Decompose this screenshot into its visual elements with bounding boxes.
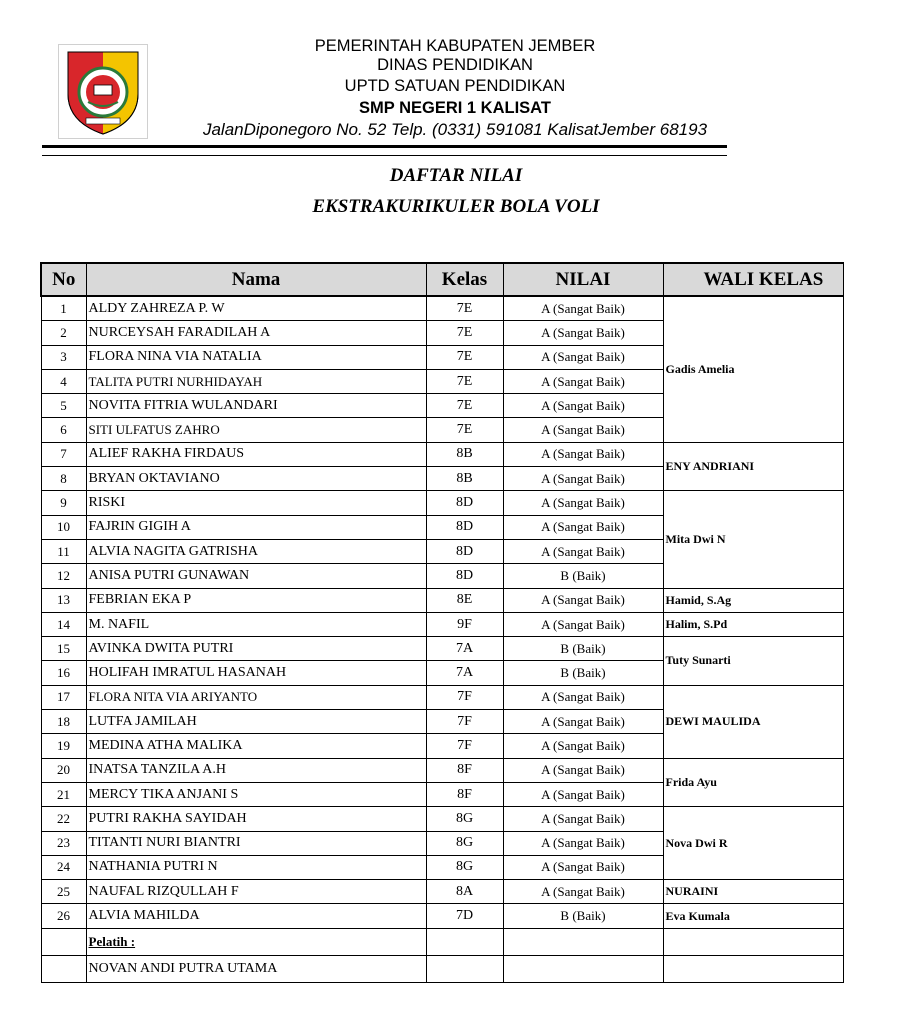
table-row xyxy=(41,588,843,612)
student-name: ALIEF RAKHA FIRDAUS xyxy=(86,442,426,466)
student-name: NAUFAL RIZQULLAH F xyxy=(86,880,426,904)
homeroom-teacher: Hamid, S.Ag xyxy=(663,588,843,612)
row-number: 13 xyxy=(41,588,86,612)
student-class: 8B xyxy=(426,467,503,491)
header-divider-thin xyxy=(42,155,727,156)
empty-cell xyxy=(663,928,843,955)
header-nama: Nama xyxy=(86,263,426,296)
student-class: 8G xyxy=(426,807,503,831)
student-grade: B (Baik) xyxy=(503,661,663,685)
student-name: FAJRIN GIGIH A xyxy=(86,515,426,539)
table-row xyxy=(41,685,843,709)
row-number: 24 xyxy=(41,855,86,879)
row-number: 20 xyxy=(41,758,86,782)
student-grade: A (Sangat Baik) xyxy=(503,369,663,393)
header-kelas: Kelas xyxy=(426,263,503,296)
row-number: 15 xyxy=(41,637,86,661)
student-name: HOLIFAH IMRATUL HASANAH xyxy=(86,661,426,685)
student-name: FEBRIAN EKA P xyxy=(86,588,426,612)
row-number: 4 xyxy=(41,369,86,393)
student-class: 7E xyxy=(426,369,503,393)
homeroom-teacher: Tuty Sunarti xyxy=(663,637,843,686)
homeroom-teacher: DEWI MAULIDA xyxy=(663,685,843,758)
coach-label-row xyxy=(41,928,843,955)
table-row xyxy=(41,612,843,636)
row-number: 16 xyxy=(41,661,86,685)
table-row xyxy=(41,491,843,515)
row-number: 26 xyxy=(41,904,86,928)
student-name: FLORA NITA VIA ARIYANTO xyxy=(86,685,426,709)
student-grade: B (Baik) xyxy=(503,904,663,928)
student-name: AVINKA DWITA PUTRI xyxy=(86,637,426,661)
student-name: TALITA PUTRI NURHIDAYAH xyxy=(86,369,426,393)
student-grade: A (Sangat Baik) xyxy=(503,734,663,758)
student-grade: A (Sangat Baik) xyxy=(503,807,663,831)
student-class: 8D xyxy=(426,539,503,563)
row-number: 2 xyxy=(41,321,86,345)
header-nilai: NILAI xyxy=(503,263,663,296)
student-name: ALVIA NAGITA GATRISHA xyxy=(86,539,426,563)
student-name: SITI ULFATUS ZAHRO xyxy=(86,418,426,442)
table-row xyxy=(41,880,843,904)
row-number: 23 xyxy=(41,831,86,855)
row-number: 12 xyxy=(41,564,86,588)
homeroom-teacher: Mita Dwi N xyxy=(663,491,843,588)
header-line-government: PEMERINTAH KABUPATEN JEMBER xyxy=(314,37,596,55)
table-row xyxy=(41,442,843,466)
table-row xyxy=(41,637,843,661)
header-wali-kelas: WALI KELAS xyxy=(663,263,843,296)
coach-name-row xyxy=(41,955,843,982)
empty-cell xyxy=(41,955,86,982)
student-grade: A (Sangat Baik) xyxy=(503,588,663,612)
coach-label: Pelatih : xyxy=(86,928,426,955)
row-number: 18 xyxy=(41,710,86,734)
student-name: RISKI xyxy=(86,491,426,515)
student-class: 7E xyxy=(426,418,503,442)
grade-table-container xyxy=(40,262,824,984)
table-row xyxy=(41,904,843,928)
row-number: 7 xyxy=(41,442,86,466)
row-number: 3 xyxy=(41,345,86,369)
homeroom-teacher: Frida Ayu xyxy=(663,758,843,807)
student-name: NURCEYSAH FARADILAH A xyxy=(86,321,426,345)
student-grade: A (Sangat Baik) xyxy=(503,758,663,782)
table-row xyxy=(41,807,843,831)
student-grade: A (Sangat Baik) xyxy=(503,394,663,418)
header-no: No xyxy=(41,263,86,296)
document-subtitle: EKSTRAKURIKULER BOLA VOLI xyxy=(312,196,600,217)
student-name: NOVITA FITRIA WULANDARI xyxy=(86,394,426,418)
student-class: 8E xyxy=(426,588,503,612)
student-name: NATHANIA PUTRI N xyxy=(86,855,426,879)
row-number: 22 xyxy=(41,807,86,831)
row-number: 5 xyxy=(41,394,86,418)
empty-cell xyxy=(503,928,663,955)
row-number: 6 xyxy=(41,418,86,442)
student-grade: A (Sangat Baik) xyxy=(503,515,663,539)
student-grade: A (Sangat Baik) xyxy=(503,855,663,879)
student-name: M. NAFIL xyxy=(86,612,426,636)
student-grade: A (Sangat Baik) xyxy=(503,321,663,345)
table-header-row xyxy=(41,263,843,296)
student-grade: B (Baik) xyxy=(503,637,663,661)
student-class: 7D xyxy=(426,904,503,928)
header-address: JalanDiponegoro No. 52 Telp. (0331) 591081 KalisatJember 68193 xyxy=(202,120,708,139)
student-grade: A (Sangat Baik) xyxy=(503,491,663,515)
row-number: 11 xyxy=(41,539,86,563)
student-name: INATSA TANZILA A.H xyxy=(86,758,426,782)
header-school-name: SMP NEGERI 1 KALISAT xyxy=(359,99,551,117)
student-name: TITANTI NURI BIANTRI xyxy=(86,831,426,855)
homeroom-teacher: Halim, S.Pd xyxy=(663,612,843,636)
student-name: ANISA PUTRI GUNAWAN xyxy=(86,564,426,588)
student-class: 8G xyxy=(426,855,503,879)
homeroom-teacher: Gadis Amelia xyxy=(663,296,843,442)
header-line-department: DINAS PENDIDIKAN xyxy=(377,56,533,74)
student-grade: A (Sangat Baik) xyxy=(503,612,663,636)
student-grade: A (Sangat Baik) xyxy=(503,710,663,734)
student-grade: A (Sangat Baik) xyxy=(503,467,663,491)
row-number: 25 xyxy=(41,880,86,904)
row-number: 14 xyxy=(41,612,86,636)
student-name: MERCY TIKA ANJANI S xyxy=(86,782,426,806)
row-number: 17 xyxy=(41,685,86,709)
student-grade: A (Sangat Baik) xyxy=(503,685,663,709)
document-title: DAFTAR NILAI xyxy=(389,165,523,186)
student-class: 8F xyxy=(426,782,503,806)
student-name: ALVIA MAHILDA xyxy=(86,904,426,928)
empty-cell xyxy=(663,955,843,982)
table-row xyxy=(41,758,843,782)
student-name: BRYAN OKTAVIANO xyxy=(86,467,426,491)
student-class: 9F xyxy=(426,612,503,636)
student-name: MEDINA ATHA MALIKA xyxy=(86,734,426,758)
header-line-unit: UPTD SATUAN PENDIDIKAN xyxy=(344,77,566,95)
table-row xyxy=(41,296,843,321)
student-class: 7E xyxy=(426,296,503,321)
student-class: 8B xyxy=(426,442,503,466)
row-number: 8 xyxy=(41,467,86,491)
student-class: 7A xyxy=(426,637,503,661)
regency-emblem-logo xyxy=(58,44,148,139)
empty-cell xyxy=(41,928,86,955)
student-name: PUTRI RAKHA SAYIDAH xyxy=(86,807,426,831)
student-class: 7F xyxy=(426,710,503,734)
student-grade: A (Sangat Baik) xyxy=(503,831,663,855)
student-class: 7E xyxy=(426,321,503,345)
student-name: LUTFA JAMILAH xyxy=(86,710,426,734)
homeroom-teacher: NURAINI xyxy=(663,880,843,904)
student-class: 7E xyxy=(426,394,503,418)
student-grade: A (Sangat Baik) xyxy=(503,296,663,321)
student-grade: A (Sangat Baik) xyxy=(503,442,663,466)
student-class: 7F xyxy=(426,685,503,709)
empty-cell xyxy=(426,928,503,955)
student-class: 8F xyxy=(426,758,503,782)
student-class: 8A xyxy=(426,880,503,904)
student-grade: A (Sangat Baik) xyxy=(503,880,663,904)
row-number: 10 xyxy=(41,515,86,539)
header-divider-thick xyxy=(42,145,727,148)
student-grade: A (Sangat Baik) xyxy=(503,539,663,563)
student-grade: A (Sangat Baik) xyxy=(503,345,663,369)
homeroom-teacher: Nova Dwi R xyxy=(663,807,843,880)
student-class: 7F xyxy=(426,734,503,758)
student-grade: A (Sangat Baik) xyxy=(503,782,663,806)
student-grade: B (Baik) xyxy=(503,564,663,588)
coach-name: NOVAN ANDI PUTRA UTAMA xyxy=(86,955,426,982)
empty-cell xyxy=(503,955,663,982)
row-number: 19 xyxy=(41,734,86,758)
homeroom-teacher: Eva Kumala xyxy=(663,904,843,928)
student-class: 8D xyxy=(426,515,503,539)
row-number: 21 xyxy=(41,782,86,806)
student-class: 8D xyxy=(426,491,503,515)
student-name: FLORA NINA VIA NATALIA xyxy=(86,345,426,369)
student-class: 8G xyxy=(426,831,503,855)
empty-cell xyxy=(426,955,503,982)
homeroom-teacher: ENY ANDRIANI xyxy=(663,442,843,491)
row-number: 1 xyxy=(41,296,86,321)
student-grade: A (Sangat Baik) xyxy=(503,418,663,442)
student-class: 7A xyxy=(426,661,503,685)
row-number: 9 xyxy=(41,491,86,515)
grade-table xyxy=(40,262,844,983)
student-class: 7E xyxy=(426,345,503,369)
student-name: ALDY ZAHREZA P. W xyxy=(86,296,426,321)
student-class: 8D xyxy=(426,564,503,588)
